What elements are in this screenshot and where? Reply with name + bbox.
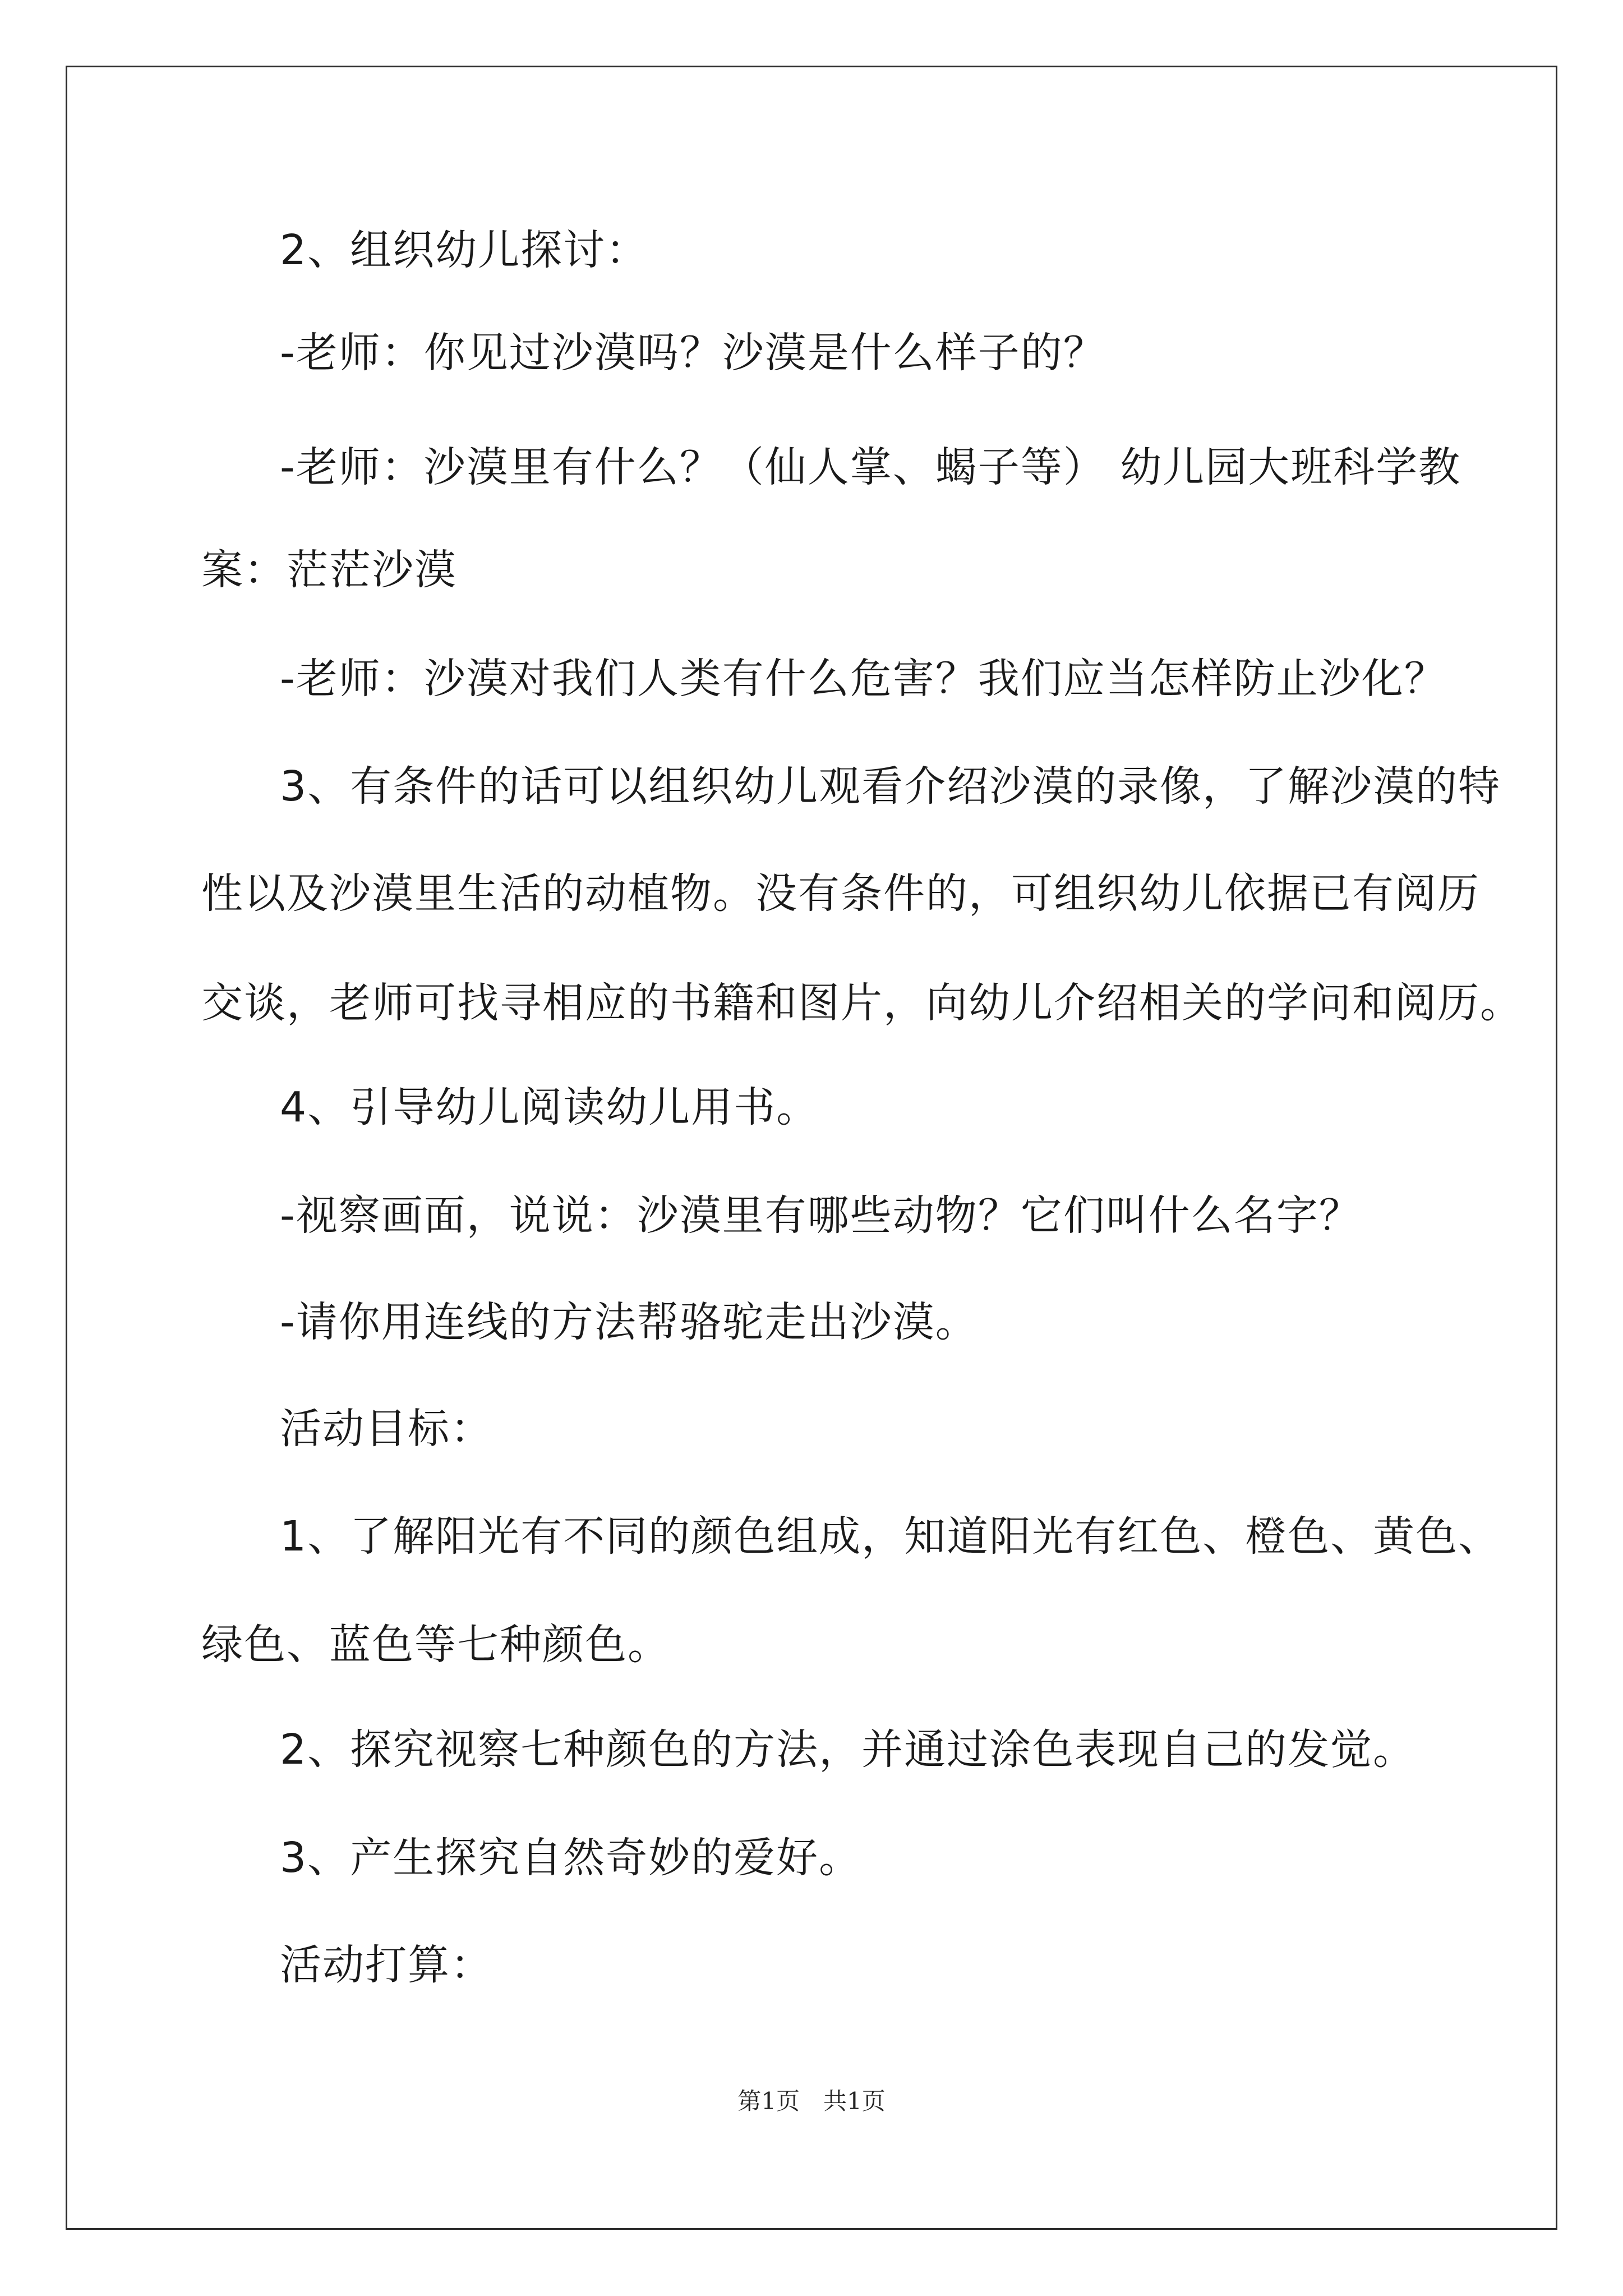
- paragraph-line: 绿色、蓝色等七种颜色。: [201, 1621, 670, 1669]
- paragraph-line: 性以及沙漠里生活的动植物。没有条件的，可组织幼儿依据已有阅历: [201, 869, 1480, 918]
- paragraph-line: -视察画面，说说：沙漠里有哪些动物？它们叫什么名字？: [280, 1191, 1362, 1240]
- paragraph-line: 1、了解阳光有不同的颜色组成，知道阳光有红色、橙色、黄色、: [280, 1512, 1501, 1561]
- paragraph-line: -请你用连线的方法帮骆驼走出沙漠。: [280, 1298, 978, 1346]
- section-heading: 活动目标：: [280, 1405, 493, 1453]
- section-heading: 活动打算：: [280, 1941, 493, 1989]
- paragraph-line: 2、组织幼儿探讨：: [280, 226, 649, 274]
- paragraph-line: 交谈，老师可找寻相应的书籍和图片，向幼儿介绍相关的学问和阅历。: [201, 979, 1523, 1027]
- page-number-footer: 第1页 共1页: [737, 2087, 886, 2115]
- paragraph-line: 3、有条件的话可以组织幼儿观看介绍沙漠的录像，了解沙漠的特: [280, 762, 1501, 811]
- paragraph-line: 案：茫茫沙漠: [201, 546, 457, 594]
- paragraph-line: 4、引导幼儿阅读幼儿用书。: [280, 1083, 819, 1131]
- paragraph-line: -老师：沙漠里有什么？（仙人掌、蝎子等） 幼儿园大班科学教: [280, 443, 1461, 491]
- paragraph-line: 3、产生探究自然奇妙的爱好。: [280, 1834, 862, 1882]
- paragraph-line: 2、探究视察七种颜色的方法，并通过涂色表现自己的发觉。: [280, 1726, 1416, 1774]
- paragraph-line: -老师：你见过沙漠吗？沙漠是什么样子的？: [280, 329, 1106, 377]
- paragraph-line: -老师：沙漠对我们人类有什么危害？我们应当怎样防止沙化？: [280, 655, 1447, 703]
- page-border: [66, 66, 1557, 2230]
